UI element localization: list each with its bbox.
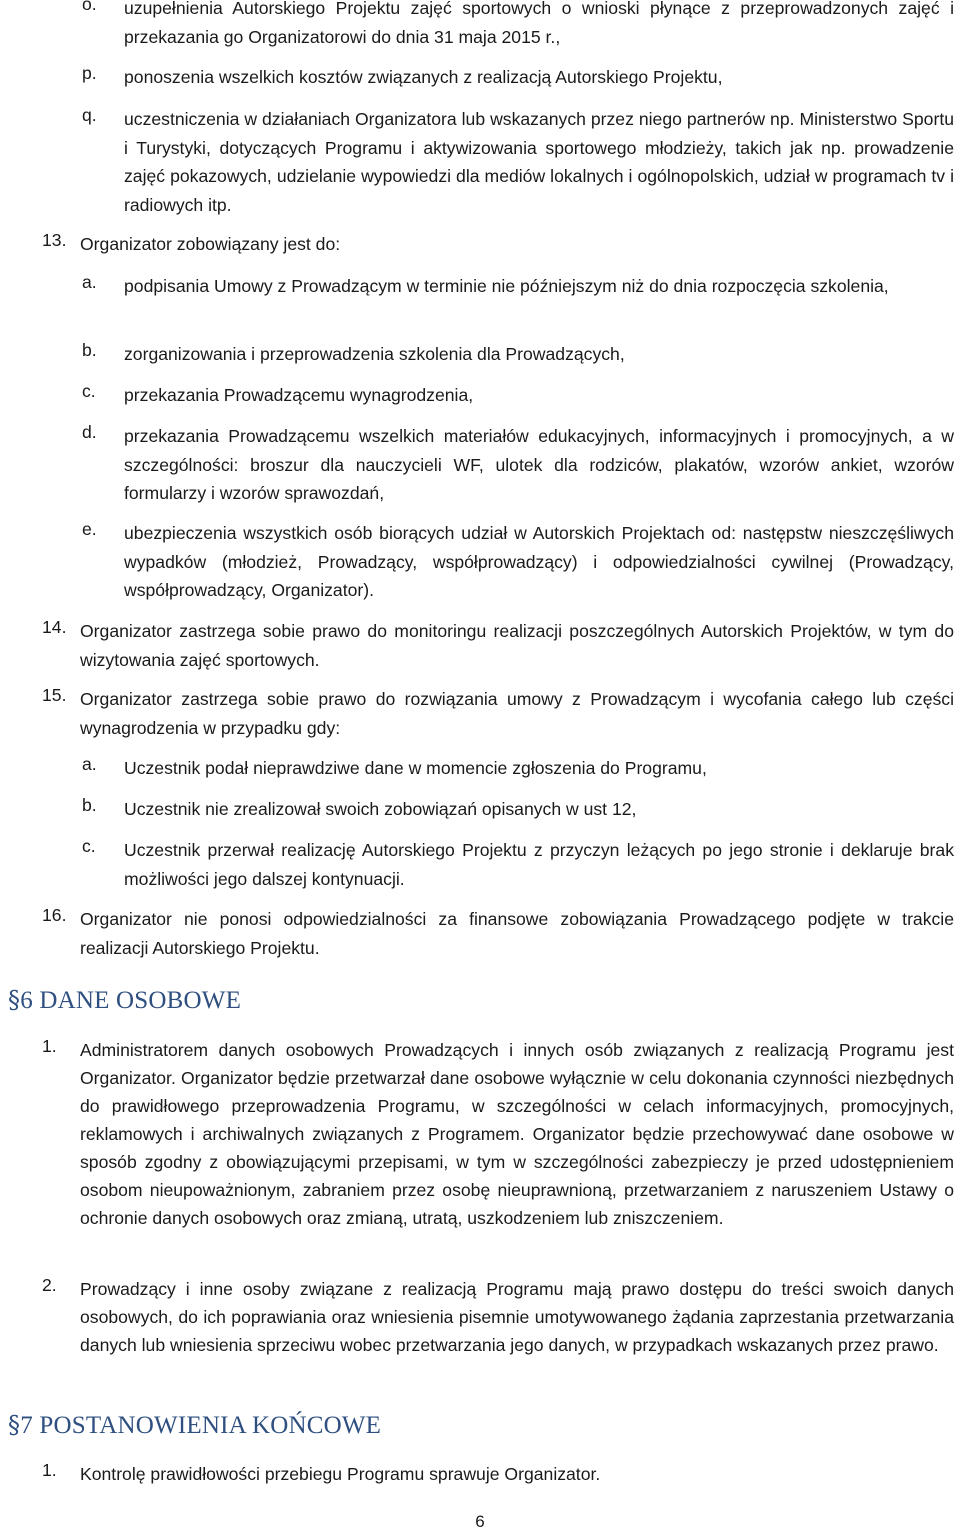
section-title: 7 POSTANOWIENIA KOŃCOWE	[20, 1412, 382, 1439]
item-13-a	[0, 272, 960, 301]
sub-marker: e.	[82, 519, 97, 539]
item-number: 14.	[42, 617, 67, 637]
item-number: 1.	[42, 1036, 57, 1056]
list-item-p	[0, 63, 960, 92]
item-text: Kontrolę prawidłowości przebiegu Programu sprawuje Organizator.	[80, 1464, 601, 1484]
item-text: Organizator zastrzega sobie prawo do rozwiązania umowy z Prowadzącym i wycofania całego lub części wynagrodzenia w przypadku gdy:	[80, 689, 954, 738]
list-item-o	[0, 0, 960, 51]
sub-marker: b.	[82, 340, 97, 360]
sub-text: ubezpieczenia wszystkich osób biorących udział w Autorskich Projektach od: następstw nieszczęśliwych wypadków (młodzież, Prowadzący, współprowadzący) i odpowiedzialności cywilnej (Prowadzący, współprowadzący, Organizator).	[124, 523, 954, 600]
section-6-item-1	[0, 1036, 960, 1232]
sub-marker: c.	[82, 381, 96, 401]
section-6-heading	[8, 986, 241, 1015]
item-13-e	[0, 519, 960, 605]
item-text: Organizator zobowiązany jest do:	[80, 234, 341, 254]
section-7-item-1	[0, 1460, 960, 1489]
section-title: 6 DANE OSOBOWE	[20, 987, 242, 1014]
section-6-item-2	[0, 1275, 960, 1359]
sub-marker: b.	[82, 795, 97, 815]
sub-text: Uczestnik przerwał realizację Autorskiego Projektu z przyczyn leżących po jego stronie i deklaruje brak możliwości jego dalszej kontynuacji.	[124, 840, 954, 889]
page-number: 6	[475, 1512, 485, 1531]
item-text: Prowadzący i inne osoby związane z realizacją Programu mają prawo dostępu do treści swoich danych osobowych, do ich poprawiania oraz wniesienia pisemnie umotywowanego żądania zaprzestania przetwarzania danych lub wniesienia sprzeciwu wobec przetwarzania jego danych, w przypadkach wskazanych przez prawo.	[80, 1279, 954, 1355]
item-15-c	[0, 836, 960, 893]
item-number: 1.	[42, 1460, 57, 1480]
item-14	[0, 617, 960, 674]
sub-text: Uczestnik nie zrealizował swoich zobowiązań opisanych w ust 12,	[124, 799, 637, 819]
item-text: Organizator zastrzega sobie prawo do monitoringu realizacji poszczególnych Autorskich Projektów, w tym do wizytowania zajęć sportowych.	[80, 621, 954, 670]
item-15-a	[0, 754, 960, 783]
list-item-text: uczestniczenia w działaniach Organizatora lub wskazanych przez niego partnerów np. Ministerstwo Sportu i Turystyki, dotyczących Programu i aktywizowania sportowego młodzieży, takich jak np. prowadzenie zajęć pokazowych, udzielanie wypowiedzi dla mediów lokalnych i ogólnopolskich, udział w programach tv i radiowych itp.	[124, 109, 954, 215]
section-symbol: §	[8, 1411, 21, 1439]
item-15	[0, 685, 960, 742]
list-item-text: ponoszenia wszelkich kosztów związanych z realizacją Autorskiego Projektu,	[124, 67, 723, 87]
sub-text: zorganizowania i przeprowadzenia szkolenia dla Prowadzących,	[124, 344, 625, 364]
item-number: 2.	[42, 1275, 57, 1295]
list-item-text: uzupełnienia Autorskiego Projektu zajęć sportowych o wnioski płynące z przeprowadzonych zajęć i przekazania go Organizatorowi do dnia 31 maja 2015 r.,	[124, 0, 954, 47]
section-symbol: §	[8, 986, 21, 1014]
item-16	[0, 905, 960, 962]
list-marker: q.	[82, 105, 97, 125]
sub-text: przekazania Prowadzącemu wynagrodzenia,	[124, 385, 474, 405]
item-text: Organizator nie ponosi odpowiedzialności za finansowe zobowiązania Prowadzącego podjęte w trakcie realizacji Autorskiego Projektu.	[80, 909, 954, 958]
item-13-d	[0, 422, 960, 508]
item-text: Administratorem danych osobowych Prowadzących i innych osób związanych z realizacją Programu jest Organizator. Organizator będzie przetwarzał dane osobowe wyłącznie w celu dokonania czynności niezbędnych do prawidłowego przeprowadzenia Programu, w szczególności w celach informacyjnych, promocyjnych, reklamowych i archiwalnych związanych z Programem. Organizator będzie przechowywać dane osobowe w sposób zgodny z obowiązującymi przepisami, w tym w szczególności zabezpieczy je przed udostępnieniem osobom nieupoważnionym, zabraniem przez osobę nieuprawnioną, przetwarzaniem z naruszeniem Ustawy o ochronie danych osobowych oraz zmianą, utratą, uszkodzeniem lub zniszczeniem.	[80, 1040, 954, 1228]
item-15-b	[0, 795, 960, 824]
sub-text: przekazania Prowadzącemu wszelkich materiałów edukacyjnych, informacyjnych i promocyjnych, a w szczególności: broszur dla nauczycieli WF, ulotek dla rodziców, plakatów, wzorów ankiet, wzorów formularzy i wzorów sprawozdań,	[124, 426, 954, 503]
item-13-c	[0, 381, 960, 410]
item-13-b	[0, 340, 960, 369]
sub-marker: a.	[82, 272, 97, 292]
list-item-q	[0, 105, 960, 219]
sub-text: podpisania Umowy z Prowadzącym w terminie nie późniejszym niż do dnia rozpoczęcia szkolenia,	[124, 276, 889, 296]
item-number: 13.	[42, 230, 67, 250]
sub-text: Uczestnik podał nieprawdziwe dane w momencie zgłoszenia do Programu,	[124, 758, 707, 778]
sub-marker: d.	[82, 422, 97, 442]
list-marker: p.	[82, 63, 97, 83]
list-marker: o.	[82, 0, 97, 14]
item-number: 15.	[42, 685, 67, 705]
item-13	[0, 230, 960, 259]
section-7-heading	[8, 1411, 381, 1440]
item-number: 16.	[42, 905, 67, 925]
sub-marker: c.	[82, 836, 96, 856]
sub-marker: a.	[82, 754, 97, 774]
